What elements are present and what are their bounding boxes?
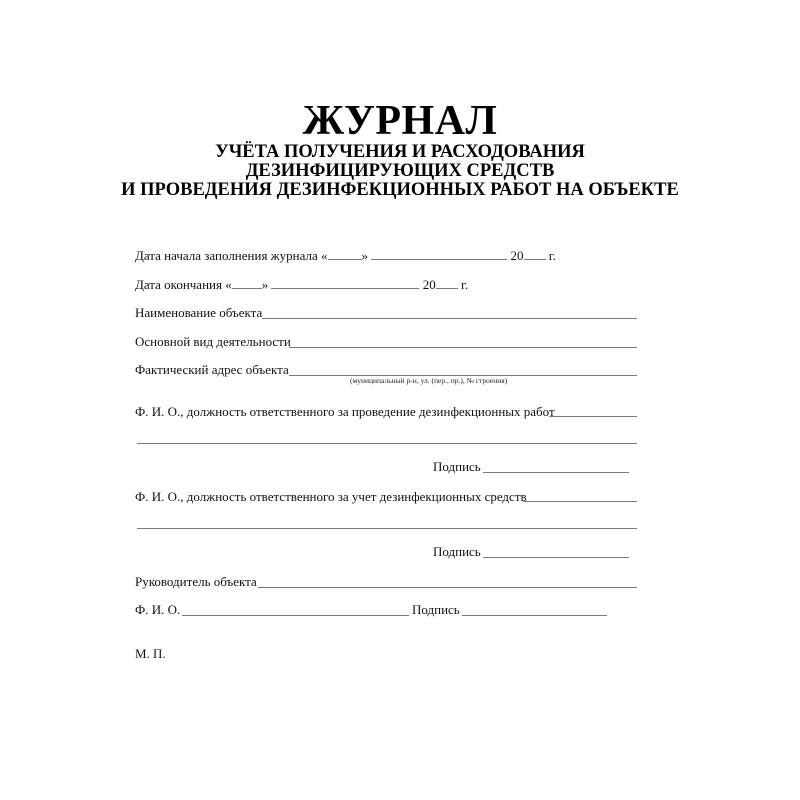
head-fio-label: Ф. И. О. (135, 602, 181, 617)
responsible-disinfection-field-2[interactable] (137, 443, 637, 444)
end-day-field[interactable] (232, 276, 262, 289)
object-name-row (135, 305, 262, 321)
head-signature-row (412, 602, 460, 618)
signature-label: Подпись (433, 459, 481, 474)
end-date-row (135, 276, 468, 293)
year-suffix: г. (460, 277, 469, 292)
end-date-label: Дата окончания « (135, 277, 232, 292)
year-prefix: 20 (422, 277, 436, 292)
signature-label: Подпись (433, 544, 481, 559)
end-month-field[interactable] (271, 276, 419, 289)
year-prefix: 20 (510, 248, 524, 263)
head-signature-field[interactable] (462, 615, 607, 616)
quote-close: » (261, 277, 269, 292)
address-row (135, 362, 289, 378)
responsible-accounting-label: Ф. И. О., должность ответственного за учет дезинфекционных средств (135, 489, 527, 504)
signature-field-1[interactable] (483, 472, 629, 473)
head-of-object-label: Руководитель объекта (135, 574, 257, 589)
main-activity-field[interactable] (289, 347, 637, 348)
object-name-label: Наименование объекта (135, 305, 263, 320)
responsible-accounting-field[interactable] (523, 501, 637, 502)
responsible-disinfection-field[interactable] (549, 416, 637, 417)
signature-row-2 (433, 544, 481, 560)
main-activity-row (135, 334, 291, 350)
head-fio-row (135, 602, 180, 618)
start-month-field[interactable] (371, 247, 507, 260)
subtitle-line-1: УЧЁТА ПОЛУЧЕНИЯ И РАСХОДОВАНИЯ (215, 142, 585, 162)
address-hint: (муниципальный р-н, ул. (пер., пр.), № строения) (350, 376, 508, 385)
start-day-field[interactable] (328, 247, 362, 260)
subtitle-line-3: И ПРОВЕДЕНИЯ ДЕЗИНФЕКЦИОННЫХ РАБОТ НА ОБЪЕКТЕ (121, 180, 679, 200)
signature-row-1 (433, 459, 481, 475)
signature-field-2[interactable] (483, 557, 629, 558)
object-name-field[interactable] (262, 318, 637, 319)
responsible-accounting-field-2[interactable] (137, 528, 637, 529)
year-suffix: г. (548, 248, 556, 263)
end-year-field[interactable] (436, 276, 458, 289)
address-label: Фактический адрес объекта (135, 362, 289, 377)
quote-close: » (361, 248, 369, 263)
start-year-field[interactable] (524, 247, 546, 260)
responsible-accounting-row (135, 489, 527, 505)
stamp-place: М. П. (135, 646, 166, 661)
subtitle-line-2: ДЕЗИНФИЦИРУЮЩИХ СРЕДСТВ (245, 161, 555, 181)
responsible-disinfection-label: Ф. И. О., должность ответственного за проведение дезинфекционных работ (135, 404, 555, 419)
signature-label: Подпись (412, 602, 460, 617)
head-of-object-row (135, 574, 257, 590)
responsible-disinfection-row (135, 404, 555, 420)
head-fio-field[interactable] (182, 615, 409, 616)
start-date-label: Дата начала заполнения журнала « (135, 248, 328, 263)
head-of-object-field[interactable] (258, 587, 637, 588)
main-activity-label: Основной вид деятельности (135, 334, 291, 349)
start-date-row (135, 247, 556, 264)
document-title: ЖУРНАЛ (302, 98, 498, 144)
